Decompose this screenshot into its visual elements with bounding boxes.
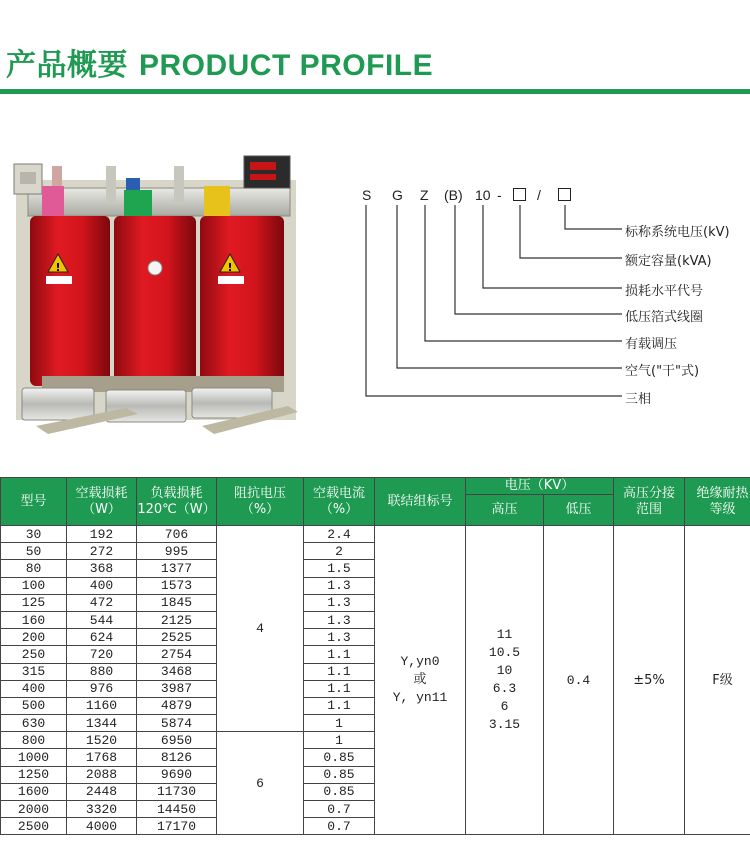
cell-load-loss: 1573 [137,577,217,594]
hv-value: 10.5 [488,645,521,661]
cell-hv [466,526,544,835]
cell-no-load-loss: 472 [67,594,137,611]
cell-load-loss: 11730 [137,783,217,800]
cell-no-load-loss: 1768 [67,749,137,766]
cell-no-load-loss: 1344 [67,715,137,732]
legend-loss-level: 损耗水平代号 [625,284,704,299]
cell-no-load-current: 0.85 [304,749,375,766]
header-lv: 低压 [544,495,614,526]
cell-load-loss: 4879 [137,697,217,714]
cell-load-loss: 8126 [137,749,217,766]
cell-no-load-current: 1.3 [304,611,375,628]
cell-insulation: F级 [685,526,750,835]
cell-no-load-loss: 4000 [67,818,137,835]
title-cn: 产品概要 [6,48,128,83]
model-code-diagram [360,187,750,417]
spec-table [0,477,750,835]
cell-no-load-current: 0.7 [304,818,375,835]
cell-model: 1250 [1,766,67,783]
cell-no-load-loss: 1160 [67,697,137,714]
vector-group-line: 或 [413,672,427,688]
vector-group-line: Y,yn0 [400,654,440,670]
cell-no-load-current: 1.1 [304,697,375,714]
cell-load-loss: 2525 [137,629,217,646]
cell-no-load-current: 0.85 [304,783,375,800]
cell-no-load-loss: 192 [67,526,137,543]
cell-no-load-current: 1.3 [304,594,375,611]
cell-load-loss: 2754 [137,646,217,663]
cell-model: 125 [1,594,67,611]
title-en: PRODUCT PROFILE [138,49,434,82]
cell-no-load-loss: 720 [67,646,137,663]
hv-value: 6 [500,699,509,715]
cell-load-loss: 3468 [137,663,217,680]
cell-no-load-current: 1.3 [304,629,375,646]
cell-no-load-loss: 272 [67,543,137,560]
cell-no-load-loss: 2448 [67,783,137,800]
header-tap-range: 高压分接 范围 [614,478,685,526]
legend-dry-type: 空气("干"式) [625,364,700,379]
cell-model: 800 [1,732,67,749]
legend-voltage: 标称系统电压(kV) [625,225,730,240]
cell-model: 400 [1,680,67,697]
code-box-voltage [558,188,571,201]
svg-text:!: ! [227,261,233,274]
cell-model: 630 [1,715,67,732]
code-char-slash: / [537,187,541,203]
cell-model: 50 [1,543,67,560]
cell-no-load-current: 1 [304,715,375,732]
hv-value: 6.3 [492,681,517,697]
cell-model: 1000 [1,749,67,766]
cell-model: 2500 [1,818,67,835]
code-char-b: (B) [444,187,463,203]
table-row [1,526,750,543]
hv-value: 3.15 [488,717,521,733]
code-box-capacity [513,188,526,201]
svg-text:!: ! [55,261,61,274]
header-no-load-current: 空载电流 （%） [304,478,375,526]
cell-no-load-current: 2 [304,543,375,560]
cell-model: 1600 [1,783,67,800]
header-insulation: 绝缘耐热 等级 [685,478,750,526]
cell-model: 2000 [1,801,67,818]
code-char-z: Z [420,187,429,203]
cell-model: 30 [1,526,67,543]
header-vector-group: 联结组标号 [375,478,466,526]
page-title [6,40,433,84]
cell-load-loss: 1845 [137,594,217,611]
cell-load-loss: 5874 [137,715,217,732]
cell-no-load-loss: 880 [67,663,137,680]
header-voltage: 电压（KV） [466,478,614,495]
cell-load-loss: 3987 [137,680,217,697]
cell-load-loss: 6950 [137,732,217,749]
cell-no-load-current: 1.3 [304,577,375,594]
cell-vector-group [375,526,466,835]
header-hv: 高压 [466,495,544,526]
cell-load-loss: 9690 [137,766,217,783]
cell-load-loss: 14450 [137,801,217,818]
header-impedance: 阻抗电压 （%） [217,478,304,526]
cell-no-load-loss: 400 [67,577,137,594]
cell-load-loss: 995 [137,543,217,560]
cell-load-loss: 1377 [137,560,217,577]
cell-model: 250 [1,646,67,663]
cell-load-loss: 706 [137,526,217,543]
header-load-loss: 负载损耗 120℃（W） [137,478,217,526]
cell-no-load-current: 2.4 [304,526,375,543]
cell-no-load-loss: 1520 [67,732,137,749]
code-char-10: 10 [475,187,491,203]
legend-foil-winding: 低压箔式线圈 [625,310,704,325]
cell-model: 100 [1,577,67,594]
cell-no-load-current: 1 [304,732,375,749]
cell-no-load-current: 0.85 [304,766,375,783]
cell-no-load-current: 1.5 [304,560,375,577]
legend-capacity: 额定容量(kVA) [625,254,712,269]
cell-impedance: 4 [217,526,304,732]
cell-no-load-current: 1.1 [304,680,375,697]
code-char-dash: - [497,187,502,203]
cell-model: 500 [1,697,67,714]
transformer-photo [6,150,324,445]
legend-onload-tap: 有载调压 [625,337,678,352]
cell-no-load-current: 1.1 [304,663,375,680]
vector-group-line: Y, yn11 [392,690,448,706]
cell-no-load-current: 0.7 [304,801,375,818]
cell-impedance: 6 [217,732,304,835]
cell-load-loss: 2125 [137,611,217,628]
header-model: 型号 [1,478,67,526]
cell-no-load-loss: 2088 [67,766,137,783]
cell-model: 80 [1,560,67,577]
cell-no-load-loss: 976 [67,680,137,697]
hv-value: 11 [496,627,513,643]
cell-model: 160 [1,611,67,628]
cell-model: 315 [1,663,67,680]
hv-value: 10 [496,663,513,679]
cell-no-load-loss: 624 [67,629,137,646]
cell-no-load-loss: 544 [67,611,137,628]
cell-tap-range: ±5% [614,526,685,835]
header-no-load-loss: 空载损耗 （W） [67,478,137,526]
code-char-s: S [362,187,372,203]
cell-load-loss: 17170 [137,818,217,835]
cell-no-load-loss: 3320 [67,801,137,818]
cell-model: 200 [1,629,67,646]
cell-no-load-loss: 368 [67,560,137,577]
cell-no-load-current: 1.1 [304,646,375,663]
title-divider [0,89,750,94]
code-char-g: G [392,187,403,203]
legend-three-phase: 三相 [625,392,652,407]
cell-lv: 0.4 [544,526,614,835]
